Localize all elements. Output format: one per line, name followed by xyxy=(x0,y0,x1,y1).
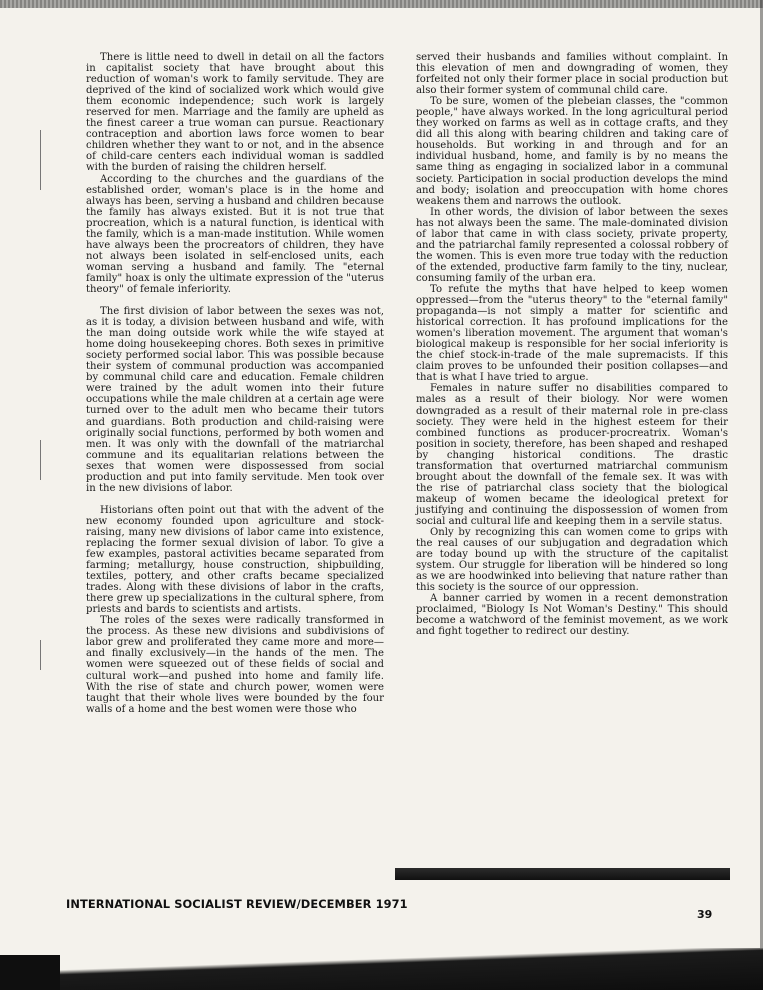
paragraph: Historians often point out that with the advent of the new economy founded upon agriculture and stock-raising, many new divisions of labor came into existence, replacing the former sexual division of labor. To give a few examples, pastoral activities became separated from farming; metallurgy, house construction, shipbuilding, textiles, pottery, and other crafts became specialized trades. Along with these divisions of labor in the crafts, there grew up specializations in the cultural sphere, from priests and bards to scientists and artists. xyxy=(86,504,384,616)
paragraph: served their husbands and families without complaint. In this elevation of men and downgrading of women, they forfeited not only their former place in social production but also their former system of communal child care. xyxy=(416,52,728,97)
paragraph: A banner carried by women in a recent demonstration proclaimed, "Biology Is Not Woman's Destiny." This should become a watchword of the feminist movement, as we work and fight together to redirect our destiny. xyxy=(416,593,728,638)
paragraph: Females in nature suffer no disabilities compared to males as a result of their biology. Nor were women downgraded as a result of their maternal role in pre-class society. They were held in the highest esteem for their combined functions as producer-procreatrix. Woman's position in society, therefore, has been shaped and reshaped by changing historical conditions. The drastic transformation that overturned matriarchal communism brought about the downfall of the female sex. It was with the rise of patriarchal class society that the biological makeup of women became the ideological pretext for justifying and continuing the dispossession of women from social and cultural life and keeping them in a servile status. xyxy=(416,383,728,527)
paragraph: The first division of labor between the sexes was not, as it is today, a division between husband and wife, with the man doing outside work while the wife stayed at home doing housekeeping chores. Both sexes in primitive society performed social labor. This was possible because their system of communal production was accompanied by communal child care and education. Female children were trained by the adult women into their future occupations while the male children at a certain age were turned over to the adult men who became their tutors and guardians. Both production and child-raising were originally social functions, performed by both women and men. It was only with the downfall of the matriarchal commune and its equalitarian relations between the sexes that women were dispossessed from social production and put into family servitude. Men took over in the new divisions of labor. xyxy=(86,306,384,494)
scan-mark xyxy=(40,440,41,480)
article-right-column xyxy=(416,52,728,637)
paragraph: According to the churches and the guardians of the established order, woman's place is in the home and always has been, serving a husband and children because the family has always existed. But it is not true that procreation, which is a natural function, is identical with the family, which is a man-made institution. While women have always been the procreators of children, they have not always been isolated in self-enclosed units, each woman serving a husband and family. The "eternal family" hoax is only the ultimate expression of the "uterus theory" of female inferiority. xyxy=(86,173,384,295)
paragraph: To refute the myths that have helped to keep women oppressed—from the "uterus theory" to the "eternal family" propaganda—is not simply a matter for scientific and historical correction. It has profound implications for the women's liberation movement. The argument that woman's biological makeup is responsible for her social inferiority is the chief stock-in-trade of the male supremacists. If this claim proves to be unfounded their position collapses—and that is what I have tried to argue. xyxy=(416,283,728,384)
paragraph: To be sure, women of the plebeian classes, the "common people," have always worked. In the long agricultural period they worked on farms as well as in cottage crafts, and they did all this along with bearing children and taking care of households. But working in and through and for an individual husband, home, and family is by no means the same thing as engaging in socialized labor in a communal society. Participation in social production develops the mind and body; isolation and preoccupation with home chores weakens them and narrows the outlook. xyxy=(416,96,728,207)
scan-edge-bottom-left xyxy=(0,955,60,990)
end-rule xyxy=(395,868,730,880)
paragraph: There is little need to dwell in detail on all the factors in capitalist society that have brought about this reduction of woman's work to family servitude. They are deprived of the kind of socialized work which would give them economic independence; such work is largely reserved for men. Marriage and the family are upheld as the finest career a true woman can pursue. Reactionary contraception and abortion laws force women to bear children whether they want to or not, and in the absence of child-care centers each individual woman is saddled with the burden of raising the children herself. xyxy=(86,52,384,174)
paragraph: In other words, the division of labor between the sexes has not always been the same. The male-dominated division of labor that came in with class society, private property, and the patriarchal family represented a colossal robbery of the women. This is even more true today with the reduction of the extended, productive farm family to the tiny, nuclear, consuming family of the urban era. xyxy=(416,206,728,284)
scan-edge-top xyxy=(0,0,763,8)
scan-edge-bottom xyxy=(0,948,763,990)
scan-mark xyxy=(40,640,41,670)
publication-footer: INTERNATIONAL SOCIALIST REVIEW/DECEMBER 1971 xyxy=(66,897,408,911)
article-left-column xyxy=(86,52,384,715)
scan-mark xyxy=(40,130,41,190)
paragraph: The roles of the sexes were radically transformed in the process. As these new divisions and subdivisions of labor grew and proliferated they came more and more—and finally exclusively—in the hands of the men. The women were squeezed out of these fields of social and cultural work—and pushed into home and family life. With the rise of state and church power, women were taught that their whole lives were bounded by the four walls of a home and the best women were those who xyxy=(86,615,384,715)
paragraph: Only by recognizing this can women come to grips with the real causes of our subjugation and degradation which are today bound up with the structure of the capitalist system. Our struggle for liberation will be hindered so long as we are hoodwinked into believing that nature rather than this society is the source of our oppression. xyxy=(416,527,728,594)
page-number: 39 xyxy=(697,908,713,921)
